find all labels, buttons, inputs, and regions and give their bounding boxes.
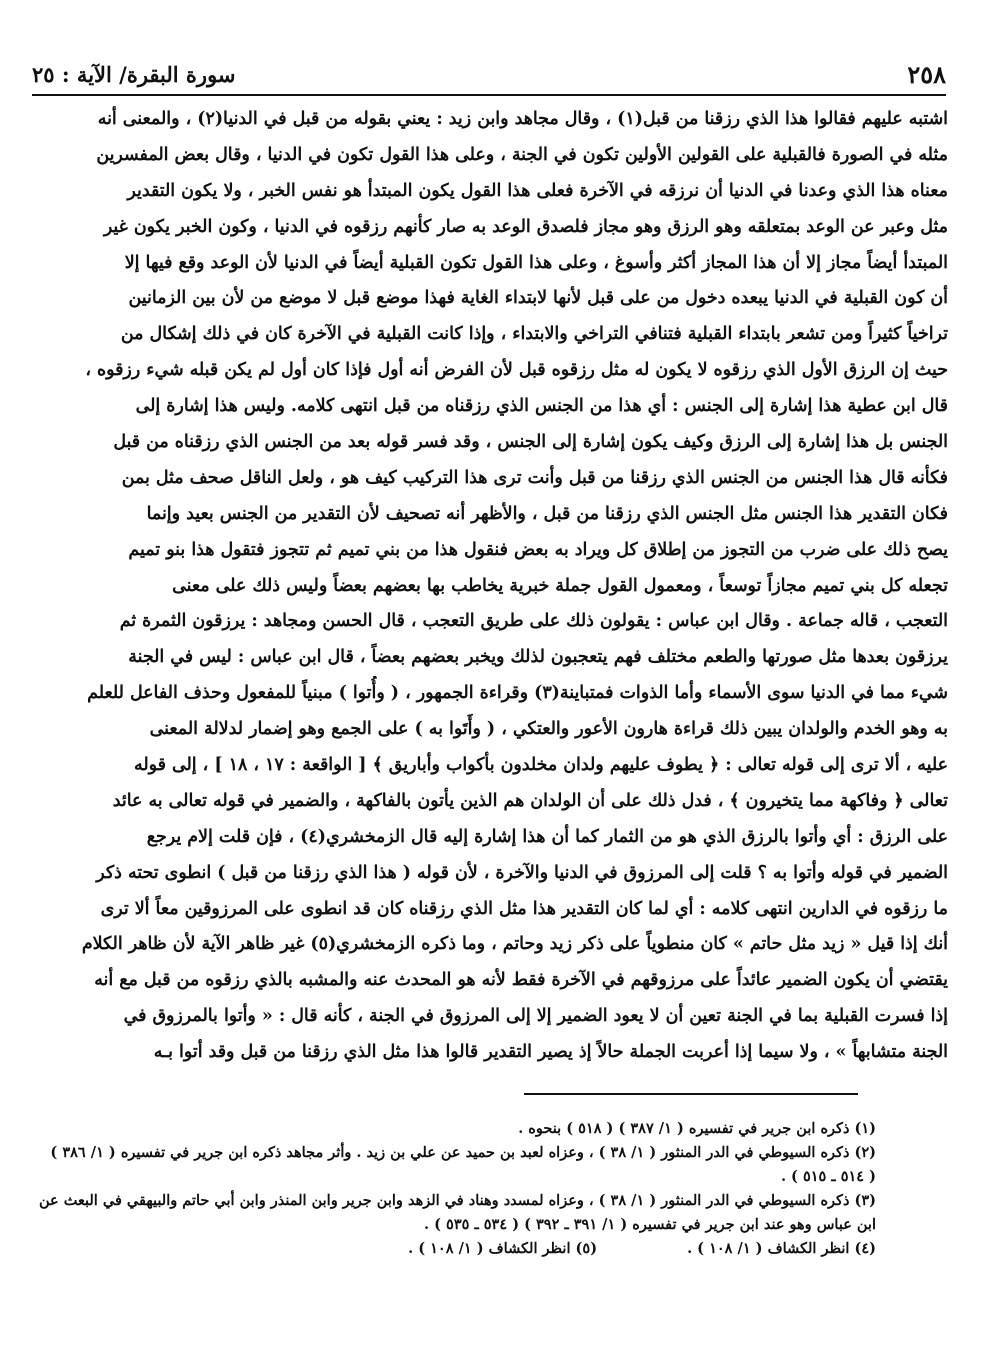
text-line: أن كون القبلية في الدنيا يبعده دخول من على قبل لأنها لابتداء الغاية فهذا موضع قبل لا موضع من لأن بين الزمانين: [128, 288, 948, 309]
text-line: عليه ، ألا ترى إلى قوله تعالى : ﴿ يطوف عليهم ولدان مخلدون بأكواب وأباريق ﴾ [ الواقعة : ١٧ ، ١٨ ] ، إلى قوله: [134, 755, 948, 776]
text-line: يرزقون بعدها مثل صورتها والطعم مختلف فهم يتعجبون لذلك ويخبر بعضهم بعضاً ، قال ابن عباس : ليس في الجنة: [128, 647, 948, 668]
page-header: [32, 58, 946, 94]
text-line: معناه هذا الذي وعدنا في الدنيا أن نرزقه في الآخرة فعلى هذا القول يكون المبتدأ هو نفس الخبر ، ولا يكون التقدير: [127, 180, 948, 201]
text-line: يقتضي أن يكون الضمير عائداً على مرزوقهم في الآخرة فقط لأنه هو المحدث عنه والمشبه بالذي رزقوه من قبل مع أنه: [94, 970, 948, 991]
text-line: إذا فسرت القبلية بما في الجنة تعين أن لا يعود الضمير إلا إلى المرزوق في الجنة ، كأنه قال : « وأتوا بالمرزوق في: [123, 1006, 948, 1027]
text-line: تجعله كل بني تميم مجازاً توسعاً ، ومعمول القول جملة خبرية يخاطب بها بعضهم بعضاً وليس ذلك على معنى: [172, 575, 948, 596]
text-line: حيث إن الرزق الأول الذي رزقوه لا يكون له مثل رزقوه قبل لأن الفرض أنه أول فإذا كان أول لم يكن قبله شيء رزقوه ،: [85, 360, 948, 381]
text-line: أنك إذا قيل « زيد مثل حاتم » كان منطوياً على ذكر زيد وحاتم ، وما ذكره الزمخشري(٥) غير ظاهر الآية لأن ظاهر الكلام: [81, 934, 948, 955]
footnote-3: (٣) ذكره السيوطي في الدر المنثور ( ١/ ٣٨ ) ، وعزاه لمسدد وهناد في الزهد وابن جرير وابن المنذر وابن أبي حاتم والبيهقي في البعث عن: [39, 1192, 876, 1209]
running-title: سورة البقرة/ الآية : ٢٥: [32, 62, 236, 87]
text-line: الضمير في قوله وأتوا به ؟ قلت إلى المرزوق في الدنيا والآخرة ، لأن قوله ( هذا الذي رزقنا من قبل ) انطوى تحته ذكر: [96, 862, 948, 883]
footnote-2-continued: ( ٥١٤ ـ ٥١٥ ) .: [780, 1168, 876, 1185]
text-line: مثله في الصورة فالقبلية على القولين الأولين تكون في الجنة ، وعلى هذا القول تكون في الدنيا ، وقال بعض المفسرين: [96, 144, 948, 165]
text-line: على الرزق : أي وأتوا بالرزق الذي هو من الثمار كما أن هذا إشارة إليه قال الزمخشري(٤) ، فإن قلت إلام يرجع: [146, 826, 948, 847]
text-line: به وهو الخدم والولدان يبين ذلك قراءة هارون الأعور والعتكي ، ( وأَتَوا به ) على الجمع وهو إضمار لدلالة المعنى: [149, 719, 948, 740]
text-line: فكان التقدير هذا الجنس مثل الجنس الذي رزقنا من قبل ، والأظهر أنه تصحيف لأن التقدير من الجنس بعيد وإنما: [146, 503, 948, 524]
header-rule: [32, 94, 946, 96]
text-line: المبتدأ أيضاً مجاز إلا أن هذا المجاز أكثر وأسوغ ، وعلى هذا القول تكون القبلية أيضاً في الدنيا لأن الوعد وقع فيها إلا: [124, 252, 948, 273]
footnote-2: (٢) ذكره السيوطي في الدر المنثور ( ١/ ٣٨ ) ، وعزاه لعبد بن حميد عن علي بن زيد . وأثر مجاهد ذكره ابن جرير في تفسيره ( ١/ ٣٨٦ ): [50, 1144, 876, 1161]
text-line: قال ابن عطية هذا إشارة إلى الجنس : أي هذا من الجنس الذي رزقناه من قبل انتهى كلامه. وليس هذا إشارة إلى: [135, 396, 948, 417]
text-line: الجنة متشابهاً » ، ولا سيما إذا أعربت الجملة حالاً إذ يصير التقدير قالوا هذا مثل الذي رزقنا من قبل وقد أتوا بـه: [153, 1042, 948, 1063]
footnote-1: (١) ذكره ابن جرير في تفسيره ( ١/ ٣٨٧ ) ( ٥١٨ ) بنحوه .: [518, 1120, 876, 1137]
text-line: ما رزقوه في الدارين انتهى كلامه : أي لما كان التقدير هذا مثل الذي رزقناه كان قد انطوى على المرزوقين معاً ألا ترى: [100, 898, 948, 919]
footnote-5: (٥) انظر الكشاف ( ١/ ١٠٨ ) .: [408, 1240, 598, 1257]
text-line: شيء مما في الدنيا سوى الأسماء وأما الذوات فمتباينة(٣) وقراءة الجمهور ، ( وأُتوا ) مبنياً للمفعول وحذف الفاعل للعلم: [87, 683, 948, 704]
text-line: فكأنه قال هذا الجنس من الجنس الذي رزقنا من قبل وأنت ترى هذا التركيب كيف هو ، ولعل الناقل صحف مثل بمن: [121, 467, 948, 488]
page-number: ٢٥٨: [907, 60, 946, 89]
footnotes: [32, 1117, 876, 1261]
text-line: الجنس بل هذا إشارة إلى الرزق وكيف يكون إشارة إلى الجنس ، وقد فسر قوله بعد من الجنس الذي رزقناه من قبل: [113, 432, 948, 453]
text-line: تراخياً كثيراً ومن تشعر بابتداء القبلية فتنافي التراخي والابتداء ، وإذا كانت القبلية في الآخرة كان في ذلك إشكال من: [120, 324, 948, 345]
footnote-row-4-5: [32, 1237, 876, 1261]
footnote-4: (٤) انظر الكشاف ( ١/ ١٠٨ ) .: [687, 1240, 876, 1257]
text-line: مثل وعبر عن الوعد بمتعلقه وهو الرزق وهو مجاز فلصدق الوعد به صار كأنهم رزقوه في الدنيا ، وكون الخبر يكون غير: [103, 216, 948, 237]
text-line: تعالى ﴿ وفاكهة مما يتخيرون ﴾ ، فدل ذلك على أن الولدان هم الذين يأتون بالفاكهة ، والضمير في قوله تعالى به عائد: [112, 790, 948, 811]
body-text: [32, 102, 948, 1071]
footnote-rule: [524, 1093, 858, 1095]
text-line: يصح ذلك على ضرب من التجوز من إطلاق كل ويراد به بعض فنقول هذا من بني تميم ثم تتجوز فتقول هذا بنو تميم: [128, 539, 948, 560]
text-line: التعجب ، قاله جماعة . وقال ابن عباس : يقولون ذلك على طريق التعجب ، قال الحسن ومجاهد : يرزقون الثمرة ثم: [119, 611, 948, 632]
footnote-3-continued: ابن عباس وهو عند ابن جرير في تفسيره ( ١/ ٣٩١ ـ ٣٩٢ ) ( ٥٣٤ ـ ٥٣٥ ) .: [424, 1216, 876, 1233]
text-line: اشتبه عليهم فقالوا هذا الذي رزقنا من قبل(١) ، وقال مجاهد وابن زيد : يعني بقوله من قبل في الدنيا(٢) ، والمعنى أنه: [97, 109, 948, 129]
